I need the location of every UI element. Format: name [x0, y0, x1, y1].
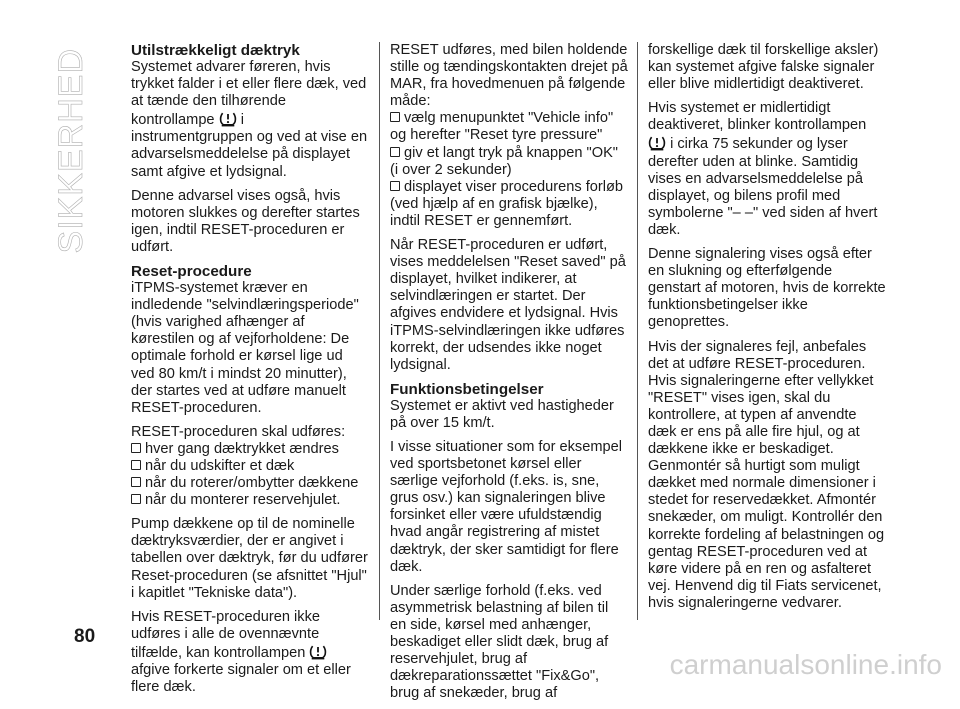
- tpms-warning-icon: [219, 110, 237, 127]
- paragraph: Hvis RESET-proceduren ikke udføres i alle de ovennævnte tilfælde, kan kontrollampen afgive forkerte signaler om et eller flere dæk.: [131, 608, 351, 696]
- paragraph: iTPMS-systemet kræver en indledende "selvindlæringsperiode" (hvis varighed afhænger af kørestilen og af vejforholdene: De optimale forhold er kørsel lige ud ved 80 km/t i mindst 20 minutter), der startes ved at udføre manuelt RESET-proceduren.: [131, 280, 359, 416]
- list-item: når du udskifter et dæk: [131, 458, 369, 475]
- paragraph: Hvis der signaleres fejl, anbefales det at udføre RESET-proceduren. Hvis signaleringerne efter vellykket "RESET" vises igen, skal du kontrollere, at typen af anvendte dæk er ens på alle fire hjul, og at dækkene ikke er beskadiget. Genmontér så hurtigt som muligt dækket med normale dimensioner i stedet for reservedækket. Afmontér snekæder, om muligt. Kontrollér den korrekte fordeling af belastningen og gentag RESET-proceduren ved at køre videre på en ren og asfalteret vej. Henvend dig til Fiats servicenet, hvis signaleringerne vedvarer.: [648, 338, 885, 611]
- list-item: vælg menupunktet "Vehicle info" og herefter "Reset tyre pressure": [390, 110, 628, 144]
- paragraph: RESET-proceduren skal udføres:: [131, 423, 346, 440]
- column-2: [390, 42, 628, 709]
- heading-operating-conditions: Funktionsbetingelser: [390, 380, 544, 398]
- paragraph: Systemet er aktivt ved hastigheder på over 15 km/t.: [390, 397, 614, 431]
- column-3: [648, 42, 886, 619]
- list-item: displayet viser procedurens forløb (ved hjælp af en grafisk bjælke), indtil RESET er gennemført.: [390, 179, 628, 230]
- paragraph: Under særlige forhold (f.eks. ved asymmetrisk belastning af bilen til en side, kørsel med anhænger, beskadiget eller slidt dæk, brug af reservehjulet, brug af dækreparationssættet "Fix&Go", brug af snekæder, brug af: [390, 582, 609, 702]
- heading-insufficient-pressure: Utilstrækkeligt dæktryk: [131, 42, 300, 59]
- list-item: når du roterer/ombytter dækkene: [131, 475, 369, 492]
- list-item: giv et langt tryk på knappen "OK" (i over 2 sekunder): [390, 145, 628, 179]
- paragraph: Denne signalering vises også efter en slukning og efterfølgende genstart af motoren, hvis de korrekte funktionsbetingelser ikke genoprettes.: [648, 246, 886, 331]
- paragraph: Systemet advarer føreren, hvis trykket falder i et eller flere dæk, ved at tænde den tilhørende kontrollampe i instrumentgruppen og ved at vise en advarselsmeddelelse på displayet samt afgive et lydsignal.: [131, 59, 368, 180]
- list-item: hver gang dæktrykket ændres: [131, 441, 369, 458]
- list-item: når du monterer reservehjulet.: [131, 492, 369, 509]
- tpms-warning-icon: [309, 643, 327, 660]
- column-divider: [637, 42, 638, 620]
- page-number: 80: [74, 626, 96, 647]
- paragraph: RESET udføres, med bilen holdende stille og tændingskontakten drejet på MAR, fra hovedmenuen på følgende måde:: [390, 42, 628, 110]
- paragraph: Når RESET-proceduren er udført, vises meddelelsen "Reset saved" på displayet, hvilket indikerer, at selvindlæringen er startet. Der afgives endvidere et lydsignal. Hvis iTPMS-selvindlæringen ikke udføres korrekt, der udsendes ikke noget lydsignal.: [390, 237, 626, 373]
- section-label: SIKKERHED: [52, 48, 90, 254]
- paragraph: Denne advarsel vises også, hvis motoren slukkes og derefter startes igen, indtil RESET-proceduren er udført.: [131, 187, 360, 255]
- column-1: [131, 42, 369, 703]
- bullet-list: [390, 110, 628, 230]
- tpms-warning-icon: [648, 134, 666, 151]
- paragraph: Pump dækkene op til de nominelle dæktryksværdier, der er angivet i tabellen over dæktryk, før du udfører Reset-proceduren (se afsnittet "Hjul" i kapitlet "Tekniske data").: [131, 516, 368, 601]
- watermark: carmanualsonline.info: [669, 649, 942, 680]
- column-divider: [379, 42, 380, 620]
- paragraph: forskellige dæk til forskellige aksler) kan systemet afgive falske signaler eller blive midlertidigt deaktiveret.: [648, 42, 879, 93]
- paragraph: I visse situationer som for eksempel ved sportsbetonet kørsel eller særlige vejforhold (f.eks. is, sne, grus osv.) kan signaleringen blive forsinket eller være ufuldstændig hvad angår registrering af mistet dæktryk, der sker samtidigt for flere dæk.: [390, 438, 622, 575]
- paragraph: Hvis systemet er midlertidigt deaktiveret, blinker kontrollampen i cirka 75 sekunder og lyser derefter uden at blinke. Samtidig vises en advarselsmeddelelse på displayet, og bilens profil med symbolerne "– –" ved siden af hvert dæk.: [648, 100, 878, 238]
- bullet-list: [131, 441, 369, 509]
- heading-reset-procedure: Reset-procedure: [131, 263, 252, 281]
